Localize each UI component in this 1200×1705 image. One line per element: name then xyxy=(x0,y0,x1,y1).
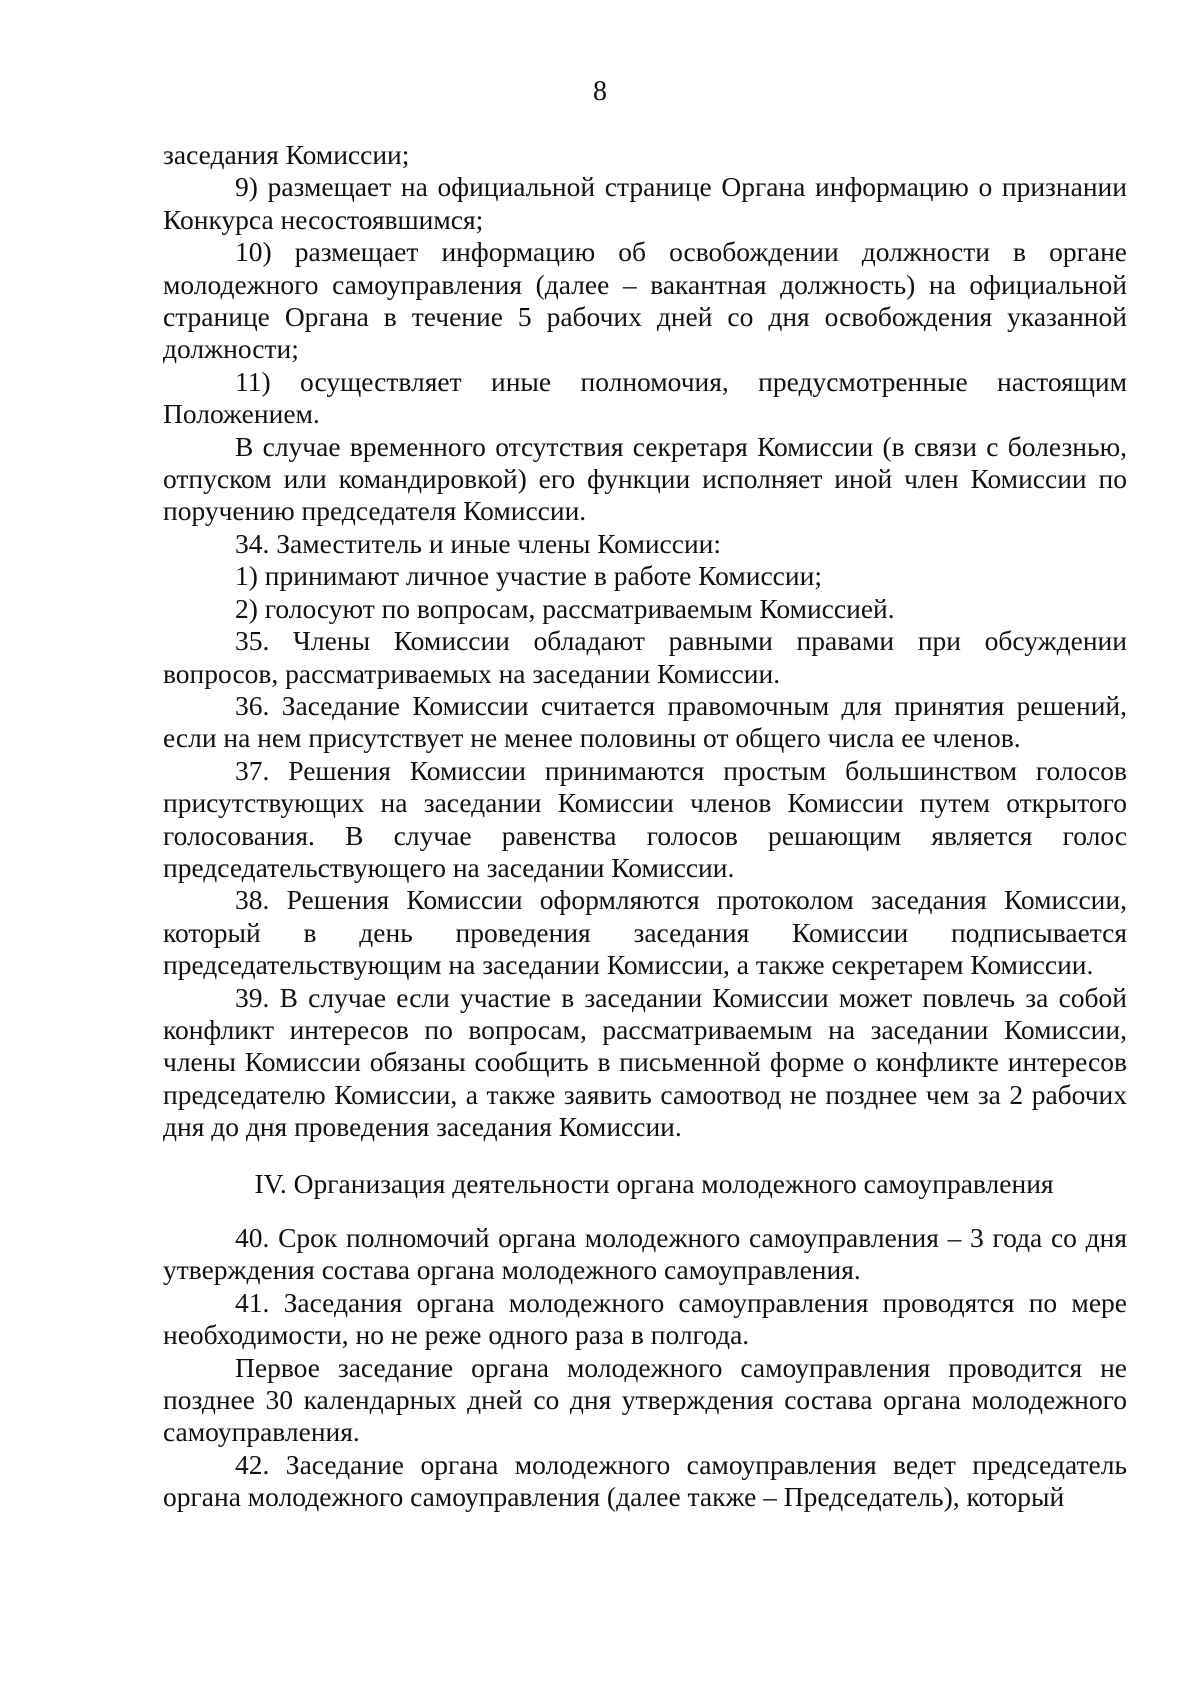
paragraph: 38. Решения Комиссии оформляются протоколом заседания Комиссии, который в день проведения заседания Комиссии подписывается председательствующим на заседании Комиссии, а также секретарем Комиссии. xyxy=(163,884,1127,981)
paragraph: 34. Заместитель и иные члены Комиссии: xyxy=(235,527,722,559)
paragraph: 11) осуществляет иные полномочия, предусмотренные настоящим Положением. xyxy=(163,365,1127,430)
paragraph: 2) голосуют по вопросам, рассматриваемым Комиссией. xyxy=(235,592,895,624)
section-heading: IV. Организация деятельности органа молодежного самоуправления xyxy=(254,1167,1054,1199)
paragraph: 40. Срок полномочий органа молодежного самоуправления – 3 года со дня утверждения состава органа молодежного самоуправления. xyxy=(163,1222,1127,1286)
document-body xyxy=(163,139,1127,1514)
paragraph: заседания Комиссии; xyxy=(163,139,410,170)
paragraph: В случае временного отсутствия секретаря Комиссии (в связи с болезнью, отпуском или командировкой) его функции исполняет иной член Комиссии по поручению председателя Комиссии. xyxy=(163,430,1127,527)
paragraph: 42. Заседание органа молодежного самоуправления ведет председатель органа молодежного самоуправления (далее также – Председатель), который xyxy=(163,1448,1127,1513)
paragraph: 41. Заседания органа молодежного самоуправления проводятся по мере необходимости, но не реже одного раза в полгода. xyxy=(163,1286,1127,1351)
paragraph: 37. Решения Комиссии принимаются простым большинством голосов присутствующих на заседании Комиссии членов Комиссии путем открытого голосования. В случае равенства голосов решающим является голос председательствующего на заседании Комиссии. xyxy=(163,754,1127,883)
paragraph: 9) размещает на официальной странице Органа информацию о признании Конкурса несостоявшимся; xyxy=(163,171,1127,235)
paragraph: 35. Члены Комиссии обладают равными правами при обсуждении вопросов, рассматриваемых на заседании Комиссии. xyxy=(163,625,1127,689)
paragraph: Первое заседание органа молодежного самоуправления проводится не позднее 30 календарных дней со дня утверждения состава органа молодежного самоуправления. xyxy=(163,1351,1127,1448)
paragraph: 1) принимают личное участие в работе Комиссии; xyxy=(235,560,822,592)
page-number: 8 xyxy=(593,76,607,107)
paragraph: 39. В случае если участие в заседании Комиссии может повлечь за собой конфликт интересов по вопросам, рассматриваемым на заседании Комиссии, члены Комиссии обязаны сообщить в письменной форме о конфликте интересов председателю Комиссии, а также заявить самоотвод не позднее чем за 2 рабочих дня до дня проведения заседания Комиссии. xyxy=(163,981,1127,1143)
paragraph: 10) размещает информацию об освобождении должности в органе молодежного самоуправления (далее – вакантная должность) на официальной странице Органа в течение 5 рабочих дней со дня освобождения указанной должности; xyxy=(163,236,1127,365)
paragraph: 36. Заседание Комиссии считается правомочным для принятия решений, если на нем присутствует не менее половины от общего числа ее членов. xyxy=(163,689,1127,754)
